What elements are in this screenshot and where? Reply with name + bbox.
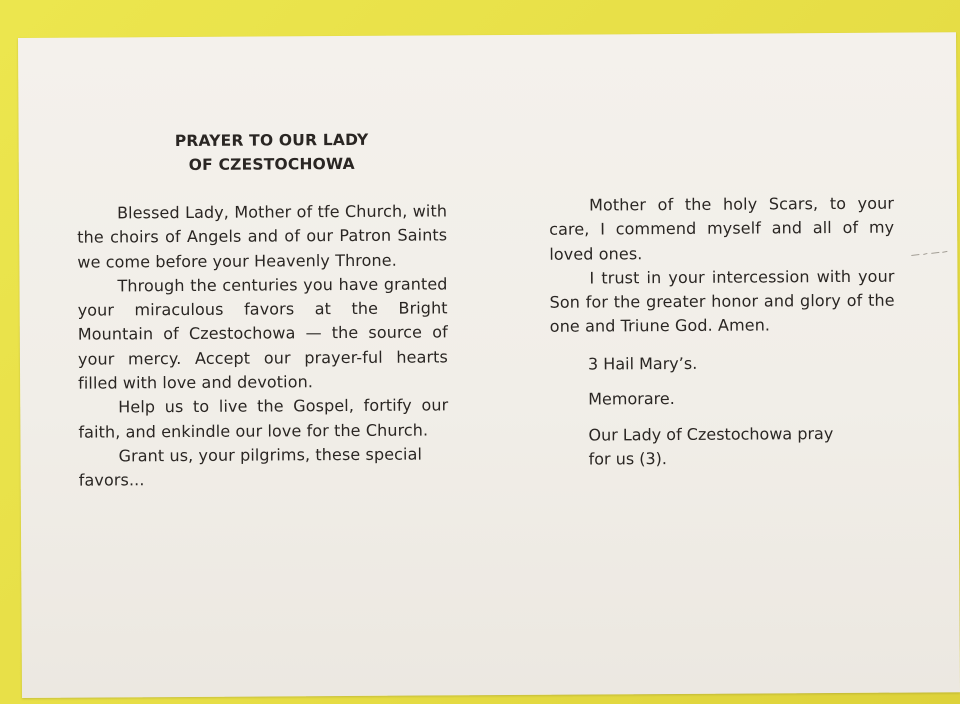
paragraph-blessed-lady: Blessed Lady, Mother of tfe Church, with the choirs of Angels and of our Patron Saints we come before your Heavenly Throne. <box>77 201 448 272</box>
paragraph-help-us: Help us to live the Gospel, fortify our faith, and enkindle our love for the Church. <box>78 395 449 442</box>
paragraph-through-the-centuries: Through the centuries you have granted your miraculous favors at the Bright Mountain of Czestochowa — the source of your mercy. Accept our prayer-ful hearts filled with love and devotion. <box>77 274 449 393</box>
right-column <box>549 192 895 340</box>
note-memorare: Memorare. <box>588 389 675 409</box>
prayer-notes <box>588 351 849 483</box>
prayer-title <box>147 128 397 178</box>
note-invocation: Our Lady of Czestochowa pray for us (3). <box>588 423 834 469</box>
left-column <box>77 199 449 493</box>
prayer-card <box>18 32 960 698</box>
note-hail-marys: 3 Hail Mary’s. <box>587 353 698 374</box>
title-line-2: OF CZESTOCHOWA <box>188 154 355 174</box>
card-tear-mark <box>909 250 949 258</box>
paragraph-i-trust: I trust in your intercession with your Son for the greater honor and glory of the one and Triune God. Amen. <box>549 266 895 337</box>
title-line-1: PRAYER TO OUR LADY <box>174 130 369 151</box>
paragraph-mother-of-holy-scars: Mother of the holy Scars, to your care, I commend myself and all of my loved ones. <box>549 193 895 264</box>
paragraph-grant-us: Grant us, your pilgrims, these special favors... <box>78 444 423 490</box>
